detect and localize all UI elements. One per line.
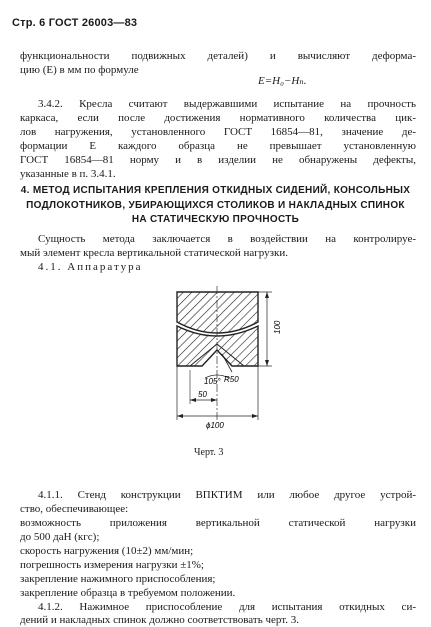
upper-block xyxy=(177,292,258,333)
p411-line-6: погрешность измерения нагрузки ±1%; xyxy=(20,559,204,571)
p342-line-1: 3.4.2. Кресла считают выдержавшими испытание на прочность xyxy=(38,98,416,110)
essence-line-1: Сущность метода заключается в воздействии на контролируе- xyxy=(38,233,416,245)
page-header: Стр. 6 ГОСТ 26003—83 xyxy=(12,17,138,29)
p342-line-3: лов нагружения, установленного ГОСТ 16854—81, значение де- xyxy=(20,126,416,138)
p412-line-2: дений и накладных спинок должно соответствовать черт. 3. xyxy=(20,614,299,626)
p411-line-5: скорость нагружения (10±2) мм/мин; xyxy=(20,545,194,557)
dim-height-label: 100 xyxy=(273,320,282,334)
p342-line-4: формации E каждого образца не превышает установленную xyxy=(20,140,416,152)
p342-line-2: каркаса, если после достижения нормативного количества цик- xyxy=(20,112,416,124)
intro-line-1: функциональности подвижных деталей) и вычисляют деформа- xyxy=(20,50,416,62)
p342-line-6: указанные в п. 3.4.1. xyxy=(20,168,116,180)
section-4-1-title: 4.1. Аппаратура xyxy=(38,261,143,273)
p411-line-8: закрепление образца в требуемом положении. xyxy=(20,587,236,599)
section-heading-line-2: ПОДЛОКОТНИКОВ, УБИРАЮЩИХСЯ СТОЛИКОВ И НАКЛАДНЫХ СПИНОК xyxy=(26,200,405,211)
p342-line-5: ГОСТ 16854—81 норму и в изделии не обнаружены дефекты, xyxy=(20,154,416,166)
essence-line-2: мый элемент кресла вертикальной статической нагрузки. xyxy=(20,247,288,259)
p411-line-1: 4.1.1. Стенд конструкции ВПКТИМ или любое другое устрой- xyxy=(38,489,416,501)
dim-diameter-label: ϕ100 xyxy=(206,421,224,430)
p411-line-7: закрепление нажимного приспособления; xyxy=(20,573,216,585)
dim-angle-label: 105° xyxy=(204,377,221,386)
section-heading-line-1: 4. МЕТОД ИСПЫТАНИЯ КРЕПЛЕНИЯ ОТКИДНЫХ СИДЕНИЙ, КОНСОЛЬНЫХ xyxy=(20,185,411,196)
p412-line-1: 4.1.2. Нажимное приспособление для испытания откидных си- xyxy=(38,601,416,613)
dim-radius-label: R50 xyxy=(224,375,239,384)
p411-line-2: ство, обеспечивающее: xyxy=(20,503,129,515)
intro-line-2: цию (E) в мм по формуле xyxy=(20,64,139,76)
deformation-formula: E=H₀−Hₙ. xyxy=(258,75,307,87)
p411-line-3: возможность приложения вертикальной статической нагрузки xyxy=(20,517,416,529)
p411-line-4: до 500 даН (кгс); xyxy=(20,531,100,543)
dim-half-label: 50 xyxy=(198,390,207,399)
figure-caption: Черт. 3 xyxy=(194,447,224,458)
section-heading-line-3: НА СТАТИЧЕСКУЮ ПРОЧНОСТЬ xyxy=(131,214,300,225)
